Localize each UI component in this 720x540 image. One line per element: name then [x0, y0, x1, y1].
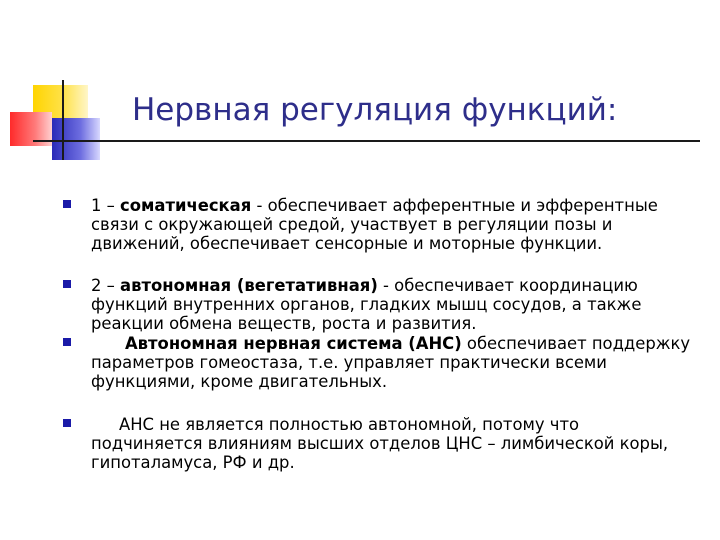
bullet-square-icon — [63, 419, 71, 427]
decor-blue-square — [52, 118, 100, 160]
item-text: - обеспечивает афферентные и эфферентные связи с окружающей средой, участвует в регуляции позы и движений, обеспечивает сенсорные и моторные функции. — [91, 196, 658, 253]
item-prefix: 1 – — [91, 196, 121, 215]
item-term: соматическая — [120, 196, 252, 215]
item-text: обеспечивает поддержку параметров гомеостаза, т.е. управляет практически всеми функциями, кроме двигательных. — [91, 334, 691, 391]
item-term: Автономная нервная система (АНС) — [125, 334, 462, 353]
item-text: АНС не является полностью автономной, потому что подчиняется влияниям высших отделов ЦНС – лимбической коры, гипоталамуса, РФ и др. — [91, 415, 669, 472]
list-item — [62, 196, 692, 253]
title-underline — [33, 140, 700, 142]
list-item — [62, 276, 692, 333]
bullet-square-icon — [63, 200, 71, 208]
slide-title: Нервная регуляция функций: — [132, 92, 618, 128]
decor-vertical-line — [62, 80, 64, 160]
item-text: - обеспечивает координацию функций внутренних органов, гладких мышц сосудов, а также реакции обмена веществ, роста и развития. — [91, 276, 642, 333]
list-item — [62, 415, 692, 472]
bullet-square-icon — [63, 338, 71, 346]
bullet-square-icon — [63, 280, 71, 288]
list-item — [62, 334, 692, 391]
item-term: автономная (вегетативная) — [120, 276, 378, 295]
bullet-list — [62, 196, 692, 472]
item-prefix: 2 – — [91, 276, 121, 295]
